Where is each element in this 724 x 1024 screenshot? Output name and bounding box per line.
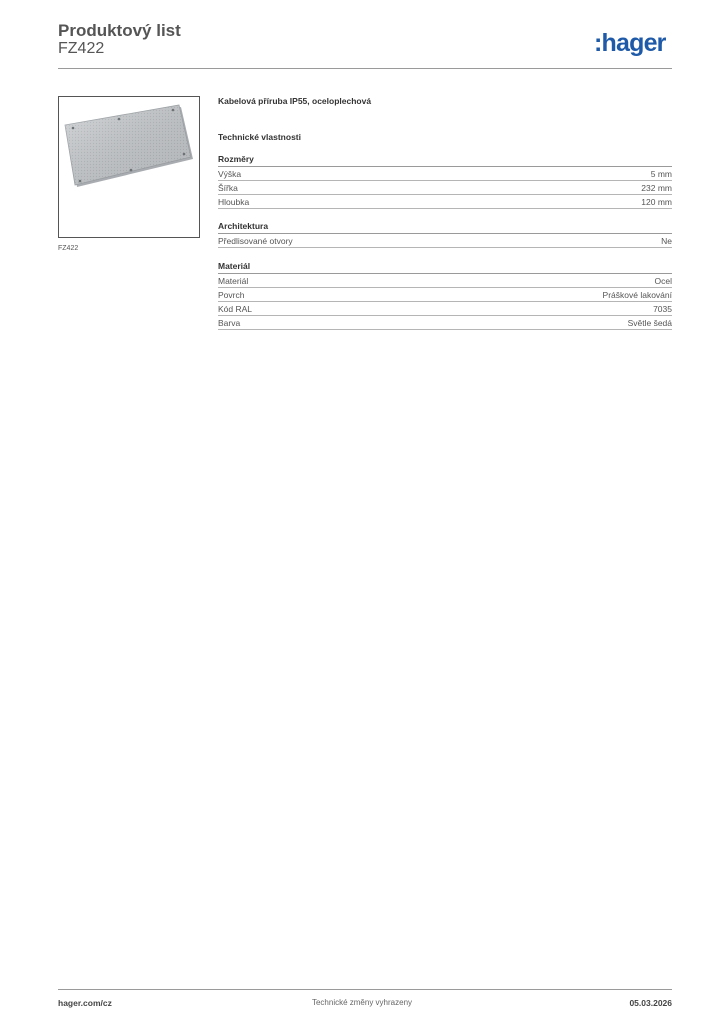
row-label: Výška [218,168,242,179]
footer-notice: Technické změny vyhrazeny [311,998,413,1007]
product-code: FZ422 [58,40,105,57]
hager-logo: :hager [594,29,666,57]
header-divider [58,68,672,69]
table-row [218,274,672,288]
material-section [218,261,672,330]
row-label: Předlisované otvory [218,235,293,246]
row-label: Šířka [218,182,238,193]
row-label: Hloubka [218,196,250,207]
section-title: Materiál [218,261,672,274]
table-row [218,234,672,248]
table-row [218,302,672,316]
row-value: Světle šedá [627,317,672,328]
table-row [218,181,672,195]
row-value: 232 mm [641,182,672,193]
row-label: Povrch [218,289,245,300]
table-row [218,167,672,181]
row-label: Materiál [218,275,249,286]
row-label: Barva [218,317,241,328]
row-value: 5 mm [650,168,672,179]
row-label: Kód RAL [218,303,253,314]
footer-website: hager.com/cz [58,998,112,1008]
product-image [58,96,200,238]
product-details [218,96,672,330]
table-row [218,288,672,302]
row-value: 120 mm [641,196,672,207]
footer-date: 05.03.2026 [629,998,672,1008]
table-row [218,195,672,209]
image-caption: FZ422 [58,245,79,252]
footer-divider [58,989,672,990]
product-name: Kabelová příruba IP55, oceloplechová [218,96,372,106]
row-value: Ocel [654,275,672,286]
section-title: Rozměry [218,154,672,167]
dimensions-section [218,154,672,209]
tech-properties-heading: Technické vlastnosti [218,132,301,142]
section-title: Architektura [218,221,672,234]
row-value: Ne [661,235,672,246]
architecture-section [218,221,672,248]
table-row [218,316,672,330]
row-value: 7035 [653,303,672,314]
row-value: Práškové lakování [602,289,672,300]
cable-flange-plate-icon [59,97,199,237]
page-title: Produktový list [58,21,181,40]
